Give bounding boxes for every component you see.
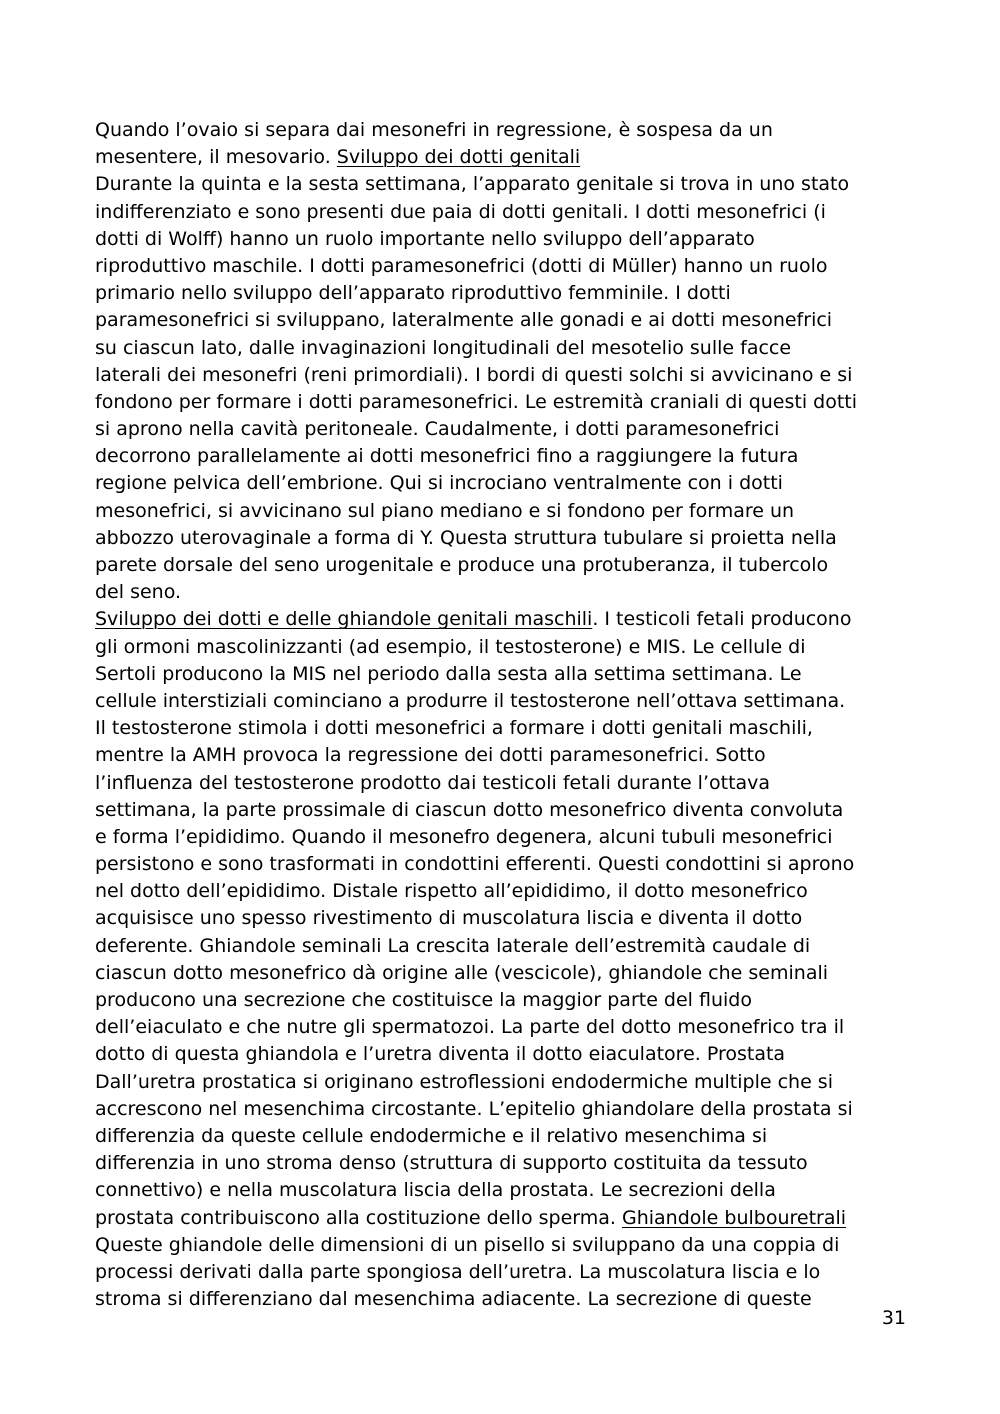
text-segment: prostata contribuiscono alla costituzione dello sperma.: [95, 1206, 622, 1229]
text-line: deferente. Ghiandole seminali La crescita laterale dell’estremità caudale di: [95, 934, 811, 957]
text-line: [95, 606, 907, 633]
text-segment: mesentere, il mesovario.: [95, 146, 337, 169]
text-line: del seno.: [95, 581, 182, 604]
text-line: indifferenziato e sono presenti due paia di dotti genitali. I dotti mesonefrici (i: [95, 200, 826, 223]
text-line: dell’eiaculato e che nutre gli spermatozoi. La parte del dotto mesonefrico tra il: [95, 1016, 845, 1039]
text-line: parete dorsale del seno urogenitale e produce una protuberanza, il tubercolo: [95, 554, 829, 576]
text-line: primario nello sviluppo dell’apparato riproduttivo femminile. I dotti: [95, 282, 731, 305]
text-line: Dall’uretra prostatica si originano estroflessioni endodermiche multiple che si: [95, 1070, 833, 1093]
page-number: 31: [881, 1307, 906, 1329]
section-heading-sviluppo-maschili: Sviluppo dei dotti e delle ghiandole genitali maschili: [95, 608, 593, 631]
text-line: [95, 144, 907, 171]
section-heading-ghiandole-bulbouretrali: Ghiandole bulbouretrali: [621, 1206, 847, 1229]
text-line: mentre la AMH provoca la regressione dei dotti paramesonefrici. Sotto: [95, 744, 766, 767]
section-heading-sviluppo-dotti-genitali: Sviluppo dei dotti genitali: [336, 146, 581, 169]
text-line: regione pelvica dell’embrione. Qui si incrociano ventralmente con i dotti: [95, 472, 783, 495]
text-line: connettivo) e nella muscolatura liscia della prostata. Le secrezioni della: [95, 1179, 776, 1202]
text-line: Durante la quinta e la sesta settimana, l’apparato genitale si trova in uno stato: [95, 173, 850, 196]
text-line: mesonefrici, si avvicinano sul piano mediano e si fondono per formare un: [95, 499, 795, 522]
text-line: Queste ghiandole delle dimensioni di un pisello si sviluppano da una coppia di: [95, 1233, 840, 1256]
text-line: [95, 1205, 907, 1232]
text-line: stroma si differenziano dal mesenchima adiacente. La secrezione di queste: [95, 1288, 812, 1311]
text-line: persistono e sono trasformati in condottini efferenti. Questi condottini si aprono: [95, 853, 855, 876]
text-line: Il testosterone stimola i dotti mesonefrici a formare i dotti genitali maschili,: [95, 717, 813, 740]
text-line: decorrono parallelamente ai dotti mesonefrici fino a raggiungere la futura: [95, 445, 799, 468]
text-line: riproduttivo maschile. I dotti paramesonefrici (dotti di Müller) hanno un ruolo: [95, 254, 828, 277]
text-line: differenzia in uno stroma denso (struttura di supporto costituita da tessuto: [95, 1152, 808, 1175]
text-line: processi derivati dalla parte spongiosa dell’uretra. La muscolatura liscia e lo: [95, 1260, 821, 1283]
body-text: [95, 117, 907, 1313]
text-line: ciascun dotto mesonefrico dà origine alle (vescicole), ghiandole che seminali: [95, 961, 829, 984]
text-line: accrescono nel mesenchima circostante. L’epitelio ghiandolare della prostata si: [95, 1097, 853, 1120]
text-line: su ciascun lato, dalle invaginazioni longitudinali del mesotelio sulle facce: [95, 336, 792, 359]
text-line: dotto di questa ghiandola e l’uretra diventa il dotto eiaculatore. Prostata: [95, 1043, 786, 1066]
text-line: si aprono nella cavità peritoneale. Caudalmente, i dotti paramesonefrici: [95, 418, 780, 441]
text-line: fondono per formare i dotti paramesonefrici. Le estremità craniali di questi dotti: [95, 390, 858, 413]
text-line: gli ormoni mascolinizzanti (ad esempio, il testosterone) e MIS. Le cellule di: [95, 635, 806, 658]
text-line: differenzia da queste cellule endodermiche e il relativo mesenchima si: [95, 1124, 768, 1147]
text-line: Sertoli producono la MIS nel periodo dalla sesta alla settima settimana. Le: [95, 662, 802, 685]
text-segment: . I testicoli fetali producono: [592, 608, 852, 631]
text-line: cellule interstiziali cominciano a produrre il testosterone nell’ottava settimana.: [95, 689, 846, 712]
text-line: e forma l’epididimo. Quando il mesonefro degenera, alcuni tubuli mesonefrici: [95, 825, 833, 848]
text-line: abbozzo uterovaginale a forma di Y. Questa struttura tubulare si proietta nella: [95, 526, 837, 549]
text-line: producono una secrezione che costituisce la maggior parte del fluido: [95, 989, 752, 1011]
text-line: Quando l’ovaio si separa dai mesonefri in regressione, è sospesa da un: [95, 119, 773, 141]
text-line: paramesonefrici si sviluppano, lateralmente alle gonadi e ai dotti mesonefrici: [95, 309, 833, 332]
text-line: acquisisce uno spesso rivestimento di muscolatura liscia e diventa il dotto: [95, 907, 803, 930]
text-line: dotti di Wolff) hanno un ruolo importante nello sviluppo dell’apparato: [95, 227, 755, 250]
text-line: l’influenza del testosterone prodotto dai testicoli fetali durante l’ottava: [95, 771, 771, 794]
text-line: laterali dei mesonefri (reni primordiali). I bordi di questi solchi si avvicinano e si: [95, 363, 853, 386]
text-line: nel dotto dell’epididimo. Distale rispetto all’epididimo, il dotto mesonefrico: [95, 880, 808, 903]
text-line: settimana, la parte prossimale di ciascun dotto mesonefrico diventa convoluta: [95, 798, 844, 821]
